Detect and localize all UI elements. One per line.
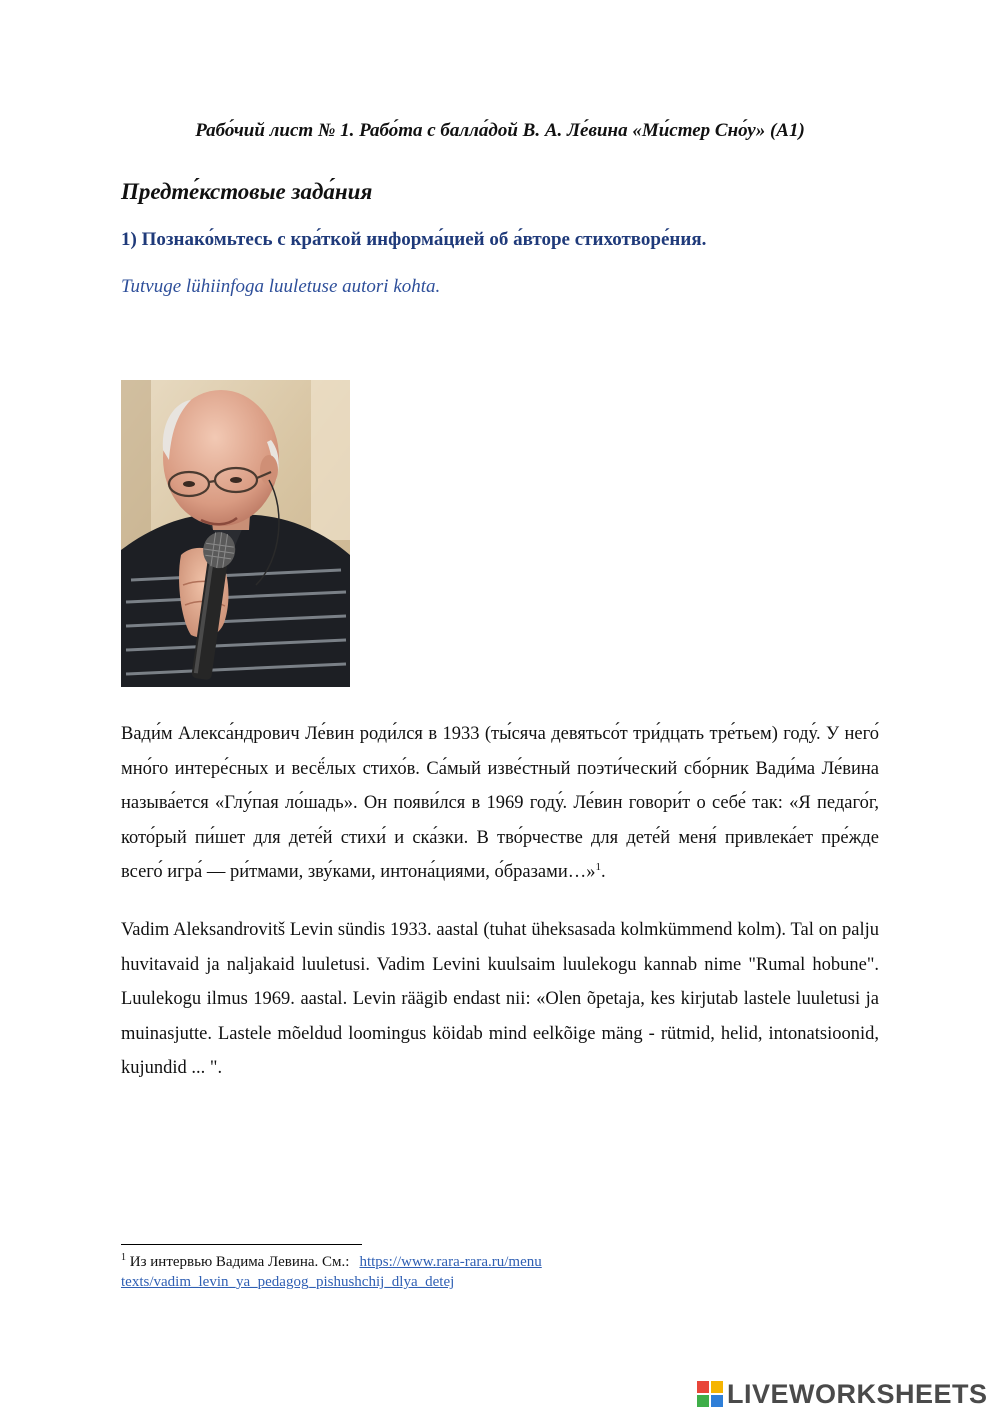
task-heading: 1) Познако́мьтесь с кра́ткой информа́цией об а́вторе стихотворе́ния. [121, 229, 707, 250]
page-title: Рабо́чий лист № 1. Рабо́та с балла́дой В. А. Ле́вина «Ми́стер Сно́у» (А1) [195, 120, 805, 141]
logo-square-green [697, 1395, 709, 1407]
footnote-link-part1[interactable]: https://www.rara-rara.ru/menu [359, 1254, 542, 1270]
footnote [121, 1252, 721, 1292]
author-bio-russian-text: Вади́м Алекса́ндрович Ле́вин роди́лся в 1933 (ты́сяча девятьсо́т три́дцать тре́тьем) году́. У него́ мно́го интере́сных и весё́лых стихо́в. Са́мый изве́стный поэти́ческий сбо́рник Вади́ма Ле́вина называ́ется «Глу́пая ло́шадь». Он появи́лся в 1969 году́. Ле́вин говори́т о себе́ так: «Я педаго́г, кото́рый пи́шет для дете́й стихи́ и ска́зки. В тво́рчестве для дете́й меня́ привлека́ет пре́жде всего́ игра́ — ри́тмами, зву́ками, интона́циями, о́бразами…» [121, 724, 879, 882]
author-bio-russian [121, 717, 879, 890]
footnote-text: Из интервью Вадима Левина. См.: [129, 1254, 350, 1270]
task-translation: Tutvuge lühiinfoga luuletuse autori kohta. [121, 276, 441, 297]
liveworksheets-logo [697, 1378, 988, 1410]
portrait-icon [121, 380, 350, 687]
liveworksheets-wordmark: LIVEWORKSHEETS [727, 1378, 988, 1409]
logo-square-red [697, 1381, 709, 1393]
author-portrait-photo [121, 380, 350, 687]
author-bio-estonian: Vadim Aleksandrovitš Levin sündis 1933. aastal (tuhat üheksasada kolmkümmend kolm). Tal on palju huvitavaid ja naljakaid luuletusi. Vadim Levini kuulsaim luulekogu kannab nime "Rumal hobune". Luulekogu ilmus 1969. aastal. Levin räägib endast nii: «Olen õpetaja, kes kirjutab lastele luuletusi ja muinasjutte. Lastele mõeldud loomingus köidab mind eelkõige mäng - rütmid, helid, intonatsioonid, kujundid ... ". [121, 920, 879, 1078]
logo-square-yellow [711, 1381, 723, 1393]
footnote-reference: 1 [595, 860, 601, 873]
footnote-divider [121, 1244, 362, 1245]
section-heading: Предте́кстовые зада́ния [121, 179, 373, 204]
footnote-number: 1 [121, 1252, 126, 1263]
liveworksheets-mark-icon [697, 1381, 723, 1407]
author-bio-russian-end: . [600, 862, 606, 882]
logo-square-blue [711, 1395, 723, 1407]
footnote-link-part2[interactable]: texts/vadim_levin_ya_pedagog_pishushchij_dlya_detej [121, 1274, 455, 1290]
